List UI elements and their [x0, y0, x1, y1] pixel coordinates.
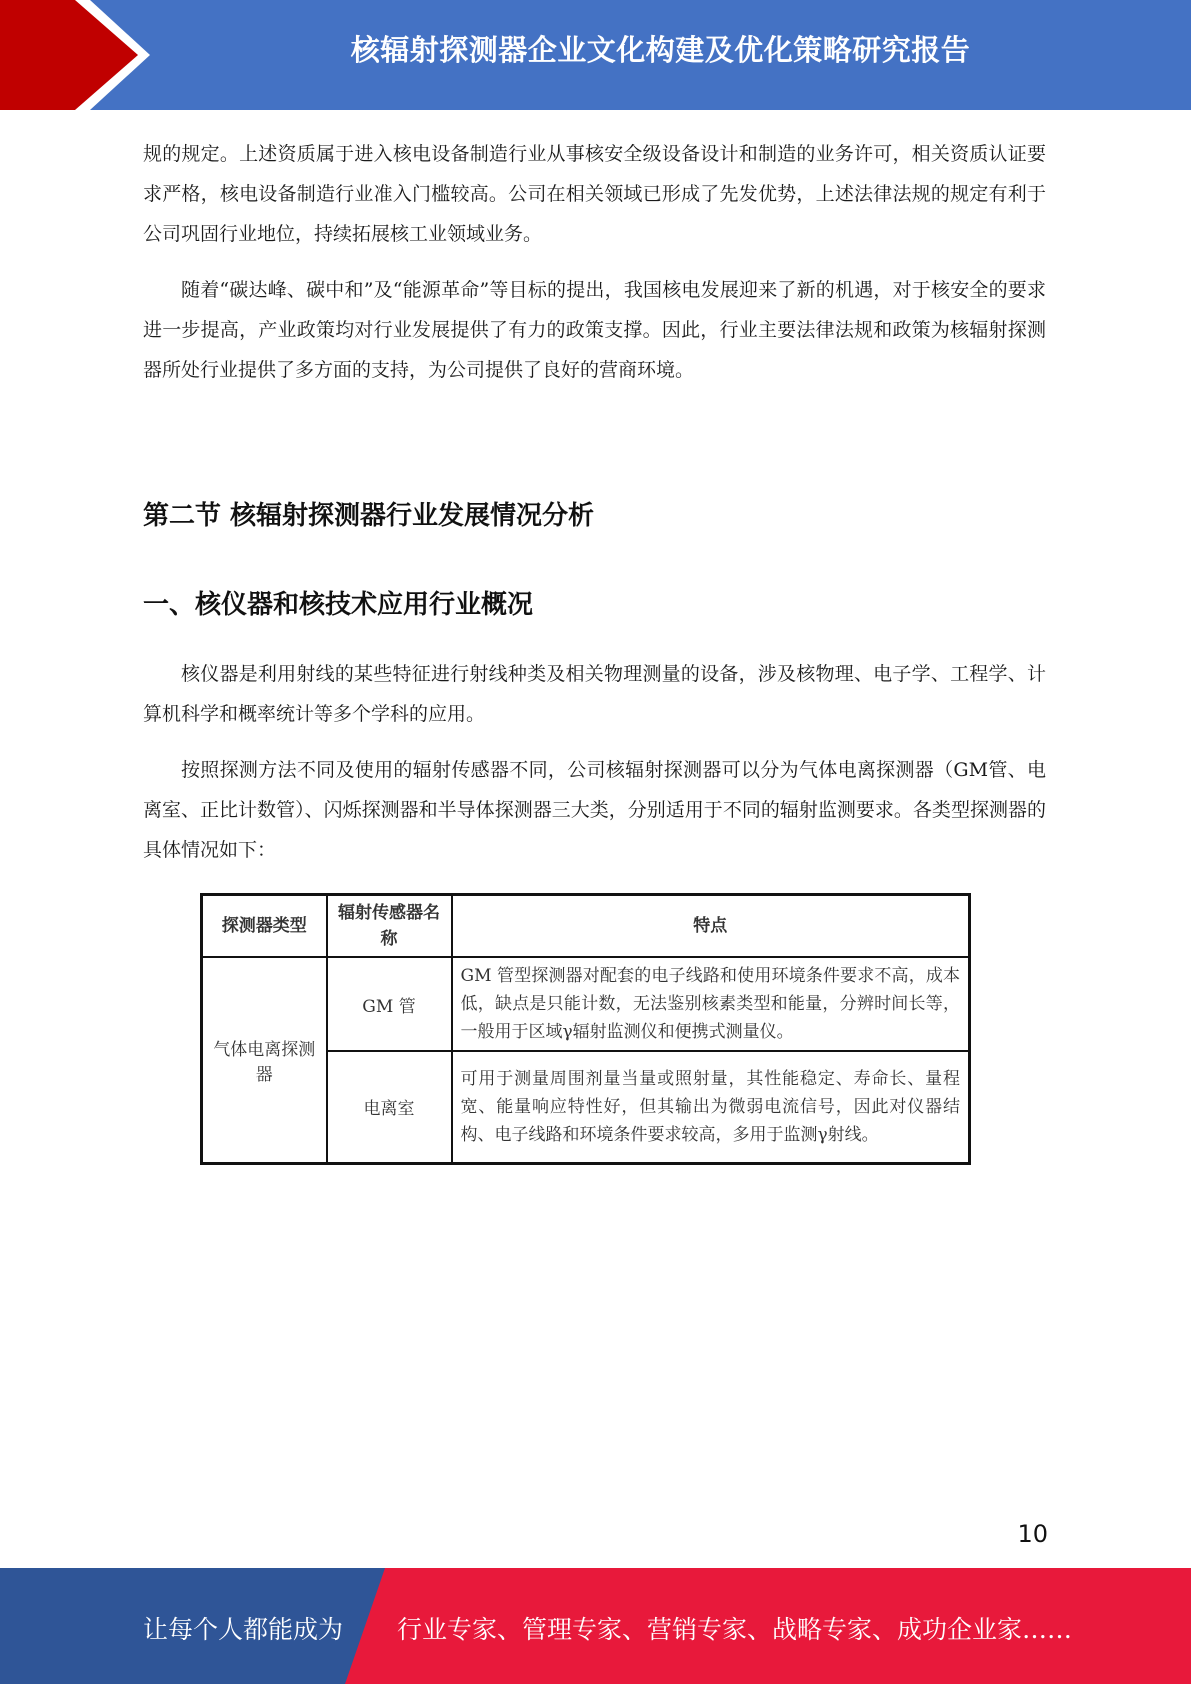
feature-cell: GM 管型探测器对配套的电子线路和使用环境条件要求不高，成本低，缺点是只能计数，无法鉴别核素类型和能量，分辨时间长等，一般用于区域γ辐射监测仪和便携式测量仪。 [452, 957, 970, 1051]
detector-type-cell: 气体电离探测器 [202, 957, 327, 1163]
header-detector-type: 探测器类型 [202, 895, 327, 958]
page-footer [0, 1568, 1191, 1684]
table-row [202, 957, 970, 1051]
paragraph-2: 随着“碳达峰、碳中和”及“能源革命”等目标的提出，我国核电发展迎来了新的机遇，对于核安全的要求进一步提高，产业政策均对行业发展提供了有力的政策支撑。因此，行业主要法律法规和政策为核辐射探测器所处行业提供了多方面的支持，为公司提供了良好的营商环境。 [143, 279, 1046, 381]
table-header-row [202, 895, 970, 958]
footer-slogan-right: 行业专家、管理专家、营销专家、战略专家、成功企业家…… [397, 1615, 1073, 1644]
paragraph-4: 按照探测方法不同及使用的辐射传感器不同，公司核辐射探测器可以分为气体电离探测器（GM管、电离室、正比计数管）、闪烁探测器和半导体探测器三大类，分别适用于不同的辐射监测要求。各类型探测器的具体情况如下： [143, 759, 1046, 861]
sensor-cell: 电离室 [327, 1051, 452, 1163]
header-sensor-name: 辐射传感器名称 [327, 895, 452, 958]
sensor-cell: GM 管 [327, 957, 452, 1051]
paragraph-3: 核仪器是利用射线的某些特征进行射线种类及相关物理测量的设备，涉及核物理、电子学、工程学、计算机科学和概率统计等多个学科的应用。 [143, 663, 1046, 725]
subsection-title: 一、核仪器和核技术应用行业概况 [143, 590, 534, 620]
page-number: 10 [1017, 1520, 1048, 1548]
report-title: 核辐射探测器企业文化构建及优化策略研究报告 [350, 33, 971, 67]
footer-slogan-left: 让每个人都能成为 [143, 1615, 344, 1644]
paragraph-1: 规的规定。上述资质属于进入核电设备制造行业从事核安全级设备设计和制造的业务许可，相关资质认证要求严格，核电设备制造行业准入门槛较高。公司在相关领域已形成了先发优势，上述法律法规的规定有利于公司巩固行业地位，持续拓展核工业领域业务。 [143, 143, 1046, 245]
page-header [0, 0, 1191, 110]
detector-table [200, 893, 971, 1154]
section-title: 第二节 核辐射探测器行业发展情况分析 [143, 501, 595, 531]
feature-cell: 可用于测量周围剂量当量或照射量，其性能稳定、寿命长、量程宽、能量响应特性好，但其输出为微弱电流信号，因此对仪器结构、电子线路和环境条件要求较高，多用于监测γ射线。 [452, 1051, 970, 1163]
header-feature: 特点 [452, 895, 970, 958]
